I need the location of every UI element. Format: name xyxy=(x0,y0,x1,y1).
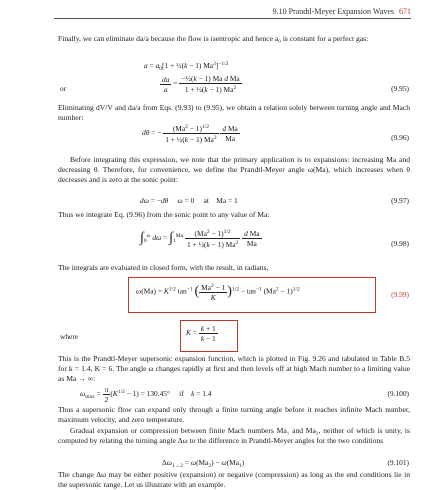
running-header xyxy=(273,7,411,16)
equation-97-number: (9.97) xyxy=(391,196,409,205)
paragraph-6: This is the Prandtl-Meyer supersonic expansion function, which is plotted in Fig. 9.26 and tabulated in Table B.5 for k = 1.4, K = 6. The angle ω changes rapidly at first and then levels off at high Mach number to a limiting value as Ma → ∞: xyxy=(58,354,410,384)
equation-98-number: (9.98) xyxy=(391,239,409,248)
paragraph-5: The integrals are evaluated in closed form, with the result, in radians, xyxy=(58,263,269,272)
paragraph-8: Gradual expansion or compression between finite Mach numbers Ma₁ and Ma₂, neither of which is unity, is computed by relating the turning angle Δω to the difference in Prandtl-Meyer angles for the two conditions xyxy=(58,426,410,446)
paragraph-7: Thus a supersonic flow can expand only through a finite turning angle before it reaches infinite Mach number, maximum velocity, and zero temperature. xyxy=(58,405,410,425)
paragraph-4: Thus we integrate Eq. (9.96) from the sonic point to any value of Ma: xyxy=(58,210,270,219)
equation-101: $\Delta\omega_{1\to 2} = \omega(Ma_2) - \omega(Ma_1)$ xyxy=(162,458,245,469)
equation-97: dω = −dθ ω = 0 at Ma = 1 xyxy=(140,196,238,205)
page-number: 671 xyxy=(399,7,411,16)
equation-98: $\int_0^\omega$ $d\omega = \int_1^{Ma}$ $\frac{(Ma^2 - 1)^{1/2}}{1 + \frac{1}{2}(k - 1) Ma^2}$ $\frac{\text{d Ma}}{Ma}$ xyxy=(140,229,260,249)
paragraph-3: Before integrating this expression, we note that the primary application is to expansions: increasing Ma and decreasing θ. Therefore, for convenience, we define the Prandtl-Meyer angle ω(Ma), which increases when θ decreases and is zero at the sonic point: xyxy=(58,155,410,185)
equation-100: $\omega_{max}$ = $\frac{\pi}{2}$ $(K^{1/2} - 1) = 130.45^\circ$ if k = 1.4 xyxy=(80,385,212,404)
equation-96: dθ = − $\frac{(Ma^2 - 1)^{1/2}}{1 + \frac{1}{2}(k - 1) Ma^2}$ $\frac{\text{d Ma}}{Ma}$ xyxy=(142,124,238,144)
equation-sound-speed: $a = a_0[1$ + ½(k − 1) Ma$^2$]$^{-1/2}$ xyxy=(144,61,229,72)
section-title: 9.10 Prandtl-Meyer Expansion Waves xyxy=(272,7,394,16)
equation-95-number: (9.95) xyxy=(391,84,409,93)
header-rule xyxy=(54,18,411,19)
paragraph-9: The change Δω may be either positive (expansion) or negative (compression) as long as the end conditions lie in the supersonic range. Let us illustrate with an example. xyxy=(58,470,410,490)
equation-99-number: (9.99) xyxy=(391,290,409,299)
paragraph-1: Finally, we can eliminate da/a because the flow is isentropic and hence a₀ is constant for a perfect gas: xyxy=(58,34,369,43)
where-label: where xyxy=(60,332,79,341)
or-label: or xyxy=(60,84,67,93)
k-definition: K = $\frac{k + 1}{k - 1}$ xyxy=(186,324,216,343)
equation-101-number: (9.101) xyxy=(387,458,409,467)
equation-99: $\omega(Ma) = K^{1/2}$ $\tan^{-1}$ ( $\frac{Ma^2 - 1}{K}$ )$^{1/2} - \tan^{-1} (Ma^2 - 1)^{1/2}$ xyxy=(136,283,300,302)
equation-95: $\frac{da}{a}$ = $\frac{\text{−½(k − 1) Ma d Ma}}{1 + \frac{1}{2}(k - 1) Ma^2}$ xyxy=(162,74,240,94)
equation-96-number: (9.96) xyxy=(391,133,409,142)
paragraph-2: Eliminating dV/V and da/a from Eqs. (9.93) to (9.95), we obtain a relation solely between turning angle and Mach number: xyxy=(58,103,410,123)
equation-100-number: (9.100) xyxy=(387,389,409,398)
